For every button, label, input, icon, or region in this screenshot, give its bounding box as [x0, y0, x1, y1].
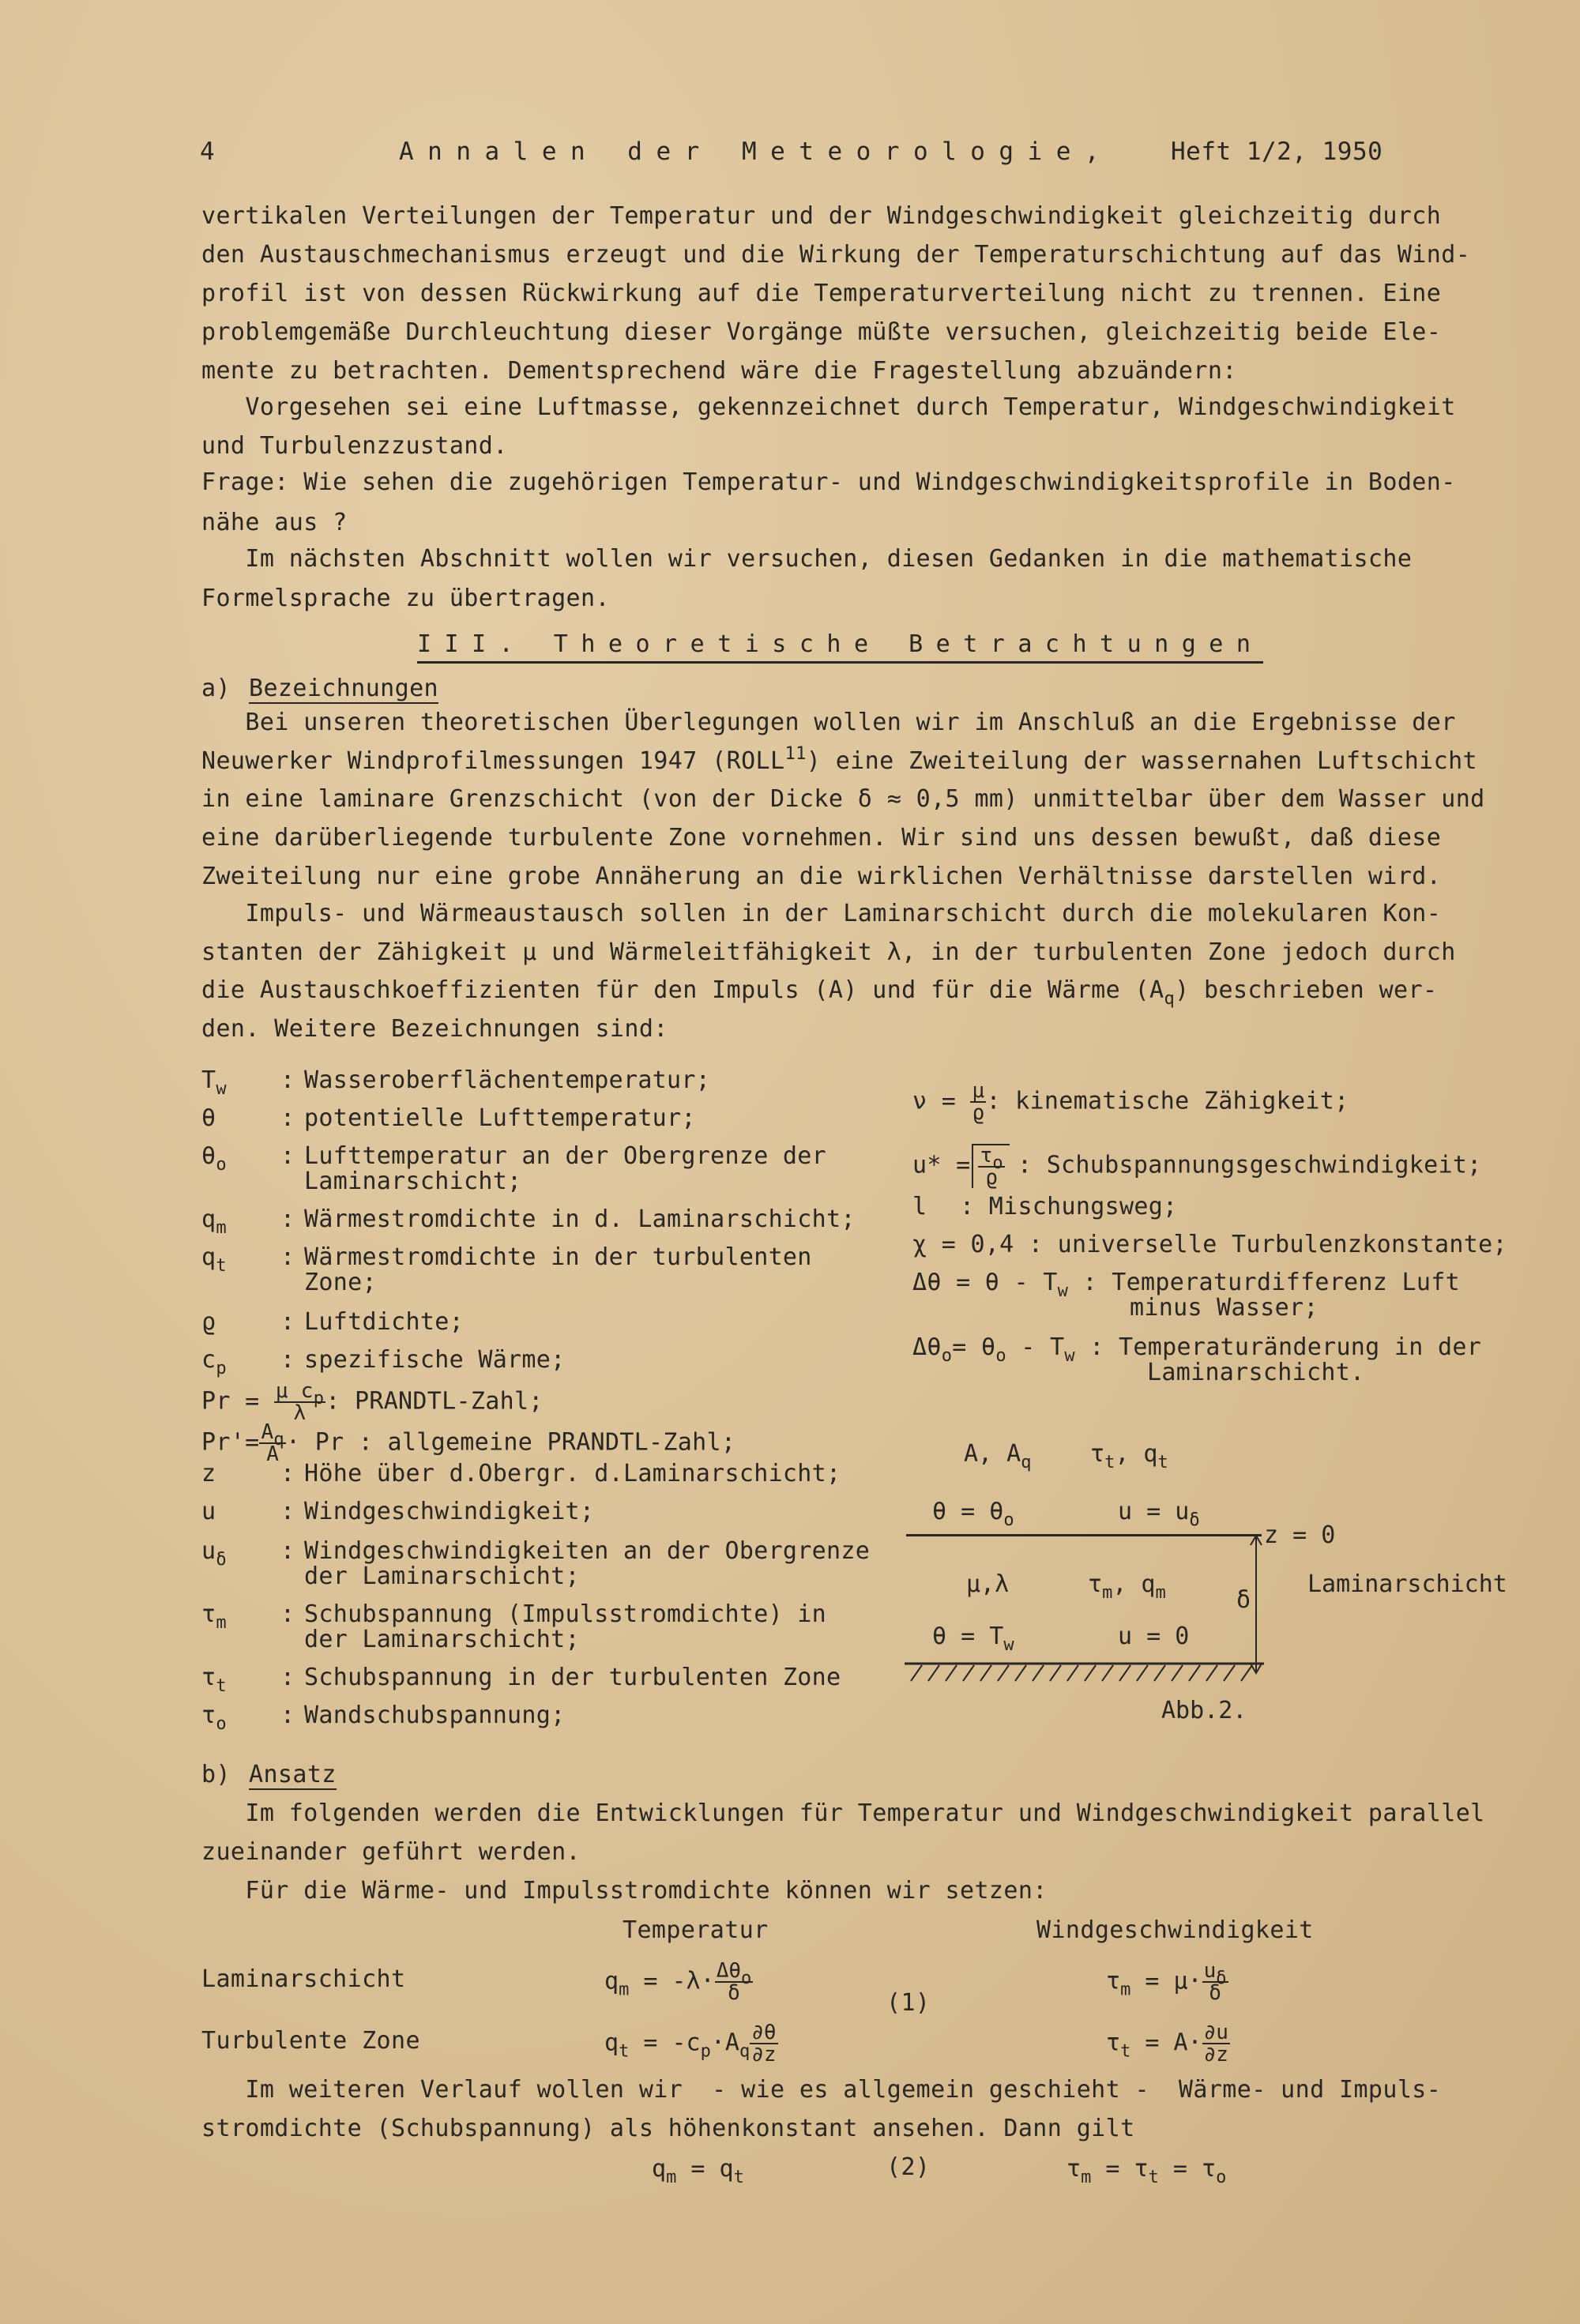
text-line: stromdichte (Schubspannung) als höhenkonstant ansehen. Dann gilt: [201, 2115, 1135, 2142]
footnote-ref: 11: [784, 744, 807, 764]
text-line: in eine laminare Grenzschicht (von der Dicke δ ≈ 0,5 mm) unmittelbar über dem Wasser und: [201, 785, 1485, 813]
text-line: Zweiteilung nur eine grobe Annäherung an die wirklichen Verhältnisse darstellen wird.: [201, 863, 1442, 890]
definition-item: $\tau_t$ : Schubspannung in der turbulenten Zone: [201, 1664, 841, 1696]
definition-item: z : Höhe über d.Obergr. d.Laminarschicht;: [201, 1460, 841, 1487]
text-line: nähe aus ?: [201, 509, 348, 536]
definition-item: der Laminarschicht;: [304, 1562, 580, 1590]
text-line: Im weiteren Verlauf wollen wir - wie es allgemein geschieht - Wärme- und Impuls-: [201, 2076, 1442, 2104]
equation-number: (2): [886, 2153, 931, 2181]
figure-label: z = 0: [1264, 1521, 1336, 1549]
text-fragment: Neuwerker Windprofilmessungen 1947 (ROLL: [201, 747, 785, 775]
definition-item: u* = $\frac{\tau_o}{ϱ}$ : Schubspannungsgeschwindigkeit;: [912, 1144, 1482, 1190]
column-header: Windgeschwindigkeit: [1036, 1916, 1314, 1944]
figure-label: δ: [1236, 1586, 1251, 1614]
text-fragment: ) beschrieben wer-: [1175, 976, 1438, 1004]
text-line: und Turbulenzzustand.: [201, 432, 508, 460]
text-line: stanten der Zähigkeit μ und Wärmeleitfähigkeit λ, in der turbulenten Zone jedoch durch: [201, 938, 1456, 966]
equation: $q_m = q_t$: [652, 2155, 744, 2187]
figure-label: Laminarschicht: [1307, 1570, 1507, 1598]
definition-item: minus Wasser;: [1130, 1294, 1319, 1322]
definition-item: Zone;: [304, 1269, 377, 1296]
definition-item: u : Windgeschwindigkeit;: [201, 1498, 595, 1525]
text-line: Frage: Wie sehen die zugehörigen Temperatur- und Windgeschwindigkeitsprofile in Boden-: [201, 468, 1456, 496]
definition-item: $q_t$ : Wärmestromdichte in der turbulenten: [201, 1243, 812, 1276]
page-number: 4: [200, 137, 216, 166]
text-line: die Austauschkoeffizienten für den Impuls (A) und für die Wärme $(A_q)$ beschrieben wer-: [201, 976, 1438, 1009]
figure-label: u = 0: [1118, 1623, 1190, 1650]
definition-item: $\tau_o$ : Wandschubspannung;: [201, 1702, 566, 1734]
subsection-label: a): [201, 675, 231, 702]
row-label: Turbulente Zone: [201, 2027, 420, 2055]
equation: $\tau_m = \tau_t = \tau_o$: [1066, 2155, 1227, 2187]
aq-fraction: $\frac{A_q}{A}$: [261, 1420, 284, 1466]
prandtl-fraction: $\frac{\mu c_p}{\lambda}$: [275, 1379, 325, 1425]
definition-item: Laminarschicht.: [1147, 1359, 1365, 1386]
definition-item: Pr = $\frac{\mu c_p}{\lambda}$ : PRANDTL-Zahl;: [201, 1379, 544, 1425]
text-line: [201, 744, 1477, 779]
figure-label: μ,λ: [966, 1570, 1010, 1598]
equation: $\tau_t = A\cdot$ $\frac{\partial u}{\partial z}$: [1106, 2021, 1228, 2066]
text-line: vertikalen Verteilungen der Temperatur und der Windgeschwindigkeit gleichzeitig durch: [201, 202, 1442, 230]
text-line: Vorgesehen sei eine Luftmasse, gekennzeichnet durch Temperatur, Windgeschwindigkeit: [201, 393, 1456, 421]
definition-item: $\tau_m$ : Schubspannung (Impulsstromdichte) in: [201, 1600, 827, 1633]
issue-label: Heft 1/2, 1950: [1171, 137, 1383, 166]
definition-item: θ : potentielle Lufttemperatur;: [201, 1104, 696, 1132]
equation: $\tau_m = \mu\cdot$ $\frac{u_\delta}{\delta}$: [1106, 1959, 1227, 2005]
section-title: III. Theoretische Betrachtungen: [417, 630, 1263, 664]
equation: $q_t = -c_p\cdot A_q$ $\frac{\partial\theta}{\partial z}$: [604, 2021, 777, 2066]
journal-title: Annalen der Meteorologie,: [399, 137, 1114, 166]
text-line: Für die Wärme- und Impulsstromdichte können wir setzen:: [201, 1877, 1048, 1905]
text-line: profil ist von dessen Rückwirkung auf die Temperaturverteilung nicht zu trennen. Eine: [201, 280, 1442, 307]
definition-item: $T_w$ : Wasseroberflächentemperatur;: [201, 1066, 711, 1099]
subsection-title: Ansatz: [249, 1761, 337, 1788]
definition-item: $\Delta\theta = \theta - T_w$ : Temperaturdifferenz Luft: [912, 1269, 1460, 1301]
text-line: Bei unseren theoretischen Überlegungen wollen wir im Anschluß an die Ergebnisse der: [201, 709, 1456, 736]
definition-item: $\theta_o$ : Lufttemperatur an der Obergrenze der: [201, 1142, 827, 1175]
wall-hatching: [905, 1660, 1268, 1684]
figure-label: $\theta = \theta_o$: [932, 1498, 1014, 1530]
equation-number: (1): [886, 1989, 931, 2017]
definition-item: ν = $\frac{\mu}{ϱ}$ : kinematische Zähigkeit;: [912, 1079, 1349, 1125]
definition-item: $u_\delta$ : Windgeschwindigkeiten an der Obergrenze: [201, 1537, 871, 1570]
figure-label: $\theta = T_w$: [932, 1623, 1014, 1655]
definition-item: l : Mischungsweg;: [912, 1193, 1178, 1220]
text-fragment: ) eine Zweiteilung der wassernahen Luftschicht: [806, 747, 1477, 775]
subsection-label: b): [201, 1761, 231, 1788]
text-line: mente zu betrachten. Dementsprechend wäre die Fragestellung abzuändern:: [201, 357, 1237, 385]
text-line: problemgemäße Durchleuchtung dieser Vorgänge müßte versuchen, gleichzeitig beide Ele-: [201, 318, 1442, 346]
text-line: zueinander geführt werden.: [201, 1838, 581, 1866]
row-label: Laminarschicht: [201, 1965, 406, 1993]
text-fragment: die Austauschkoeffizienten für den Impuls (A) und für die Wärme (A: [201, 976, 1164, 1004]
figure-label: $\tau_t$, $q_t$: [1090, 1440, 1168, 1472]
figure-label: A, $A_q$: [964, 1440, 1032, 1472]
definition-item: ϱ : Luftdichte;: [201, 1308, 464, 1336]
definition-item: $c_p$ : spezifische Wärme;: [201, 1346, 566, 1378]
figure-laminar-layer: [905, 1438, 1552, 1738]
definition-item: $\Delta\theta_o= \theta_o - T_w$ : Temperaturänderung in der: [912, 1333, 1482, 1366]
text-line: Impuls- und Wärmeaustausch sollen in der Laminarschicht durch die molekularen Kon-: [201, 900, 1442, 927]
boundary-line: [906, 1534, 1262, 1536]
subsection-title: Bezeichnungen: [249, 675, 438, 702]
figure-label: $u = u_\delta$: [1118, 1498, 1200, 1530]
definition-item: der Laminarschicht;: [304, 1626, 580, 1653]
text-line: den Austauschmechanismus erzeugt und die Wirkung der Temperaturschichtung auf das Wind-: [201, 241, 1471, 269]
figure-caption: Abb.2.: [1161, 1697, 1247, 1724]
text-line: Im folgenden werden die Entwicklungen für Temperatur und Windgeschwindigkeit parallel: [201, 1799, 1485, 1827]
text-line: den. Weitere Bezeichnungen sind:: [201, 1015, 668, 1043]
definition-item: $q_m$ : Wärmestromdichte in d. Laminarschicht;: [201, 1205, 856, 1238]
text-line: Formelsprache zu übertragen.: [201, 585, 610, 612]
definition-item: χ = 0,4 : universelle Turbulenzkonstante;: [912, 1231, 1507, 1258]
text-line: eine darüberliegende turbulente Zone vornehmen. Wir sind uns dessen bewußt, daß diese: [201, 824, 1442, 852]
definition-item: Laminarschicht;: [304, 1168, 522, 1195]
text-line: Im nächsten Abschnitt wollen wir versuchen, diesen Gedanken in die mathematische: [201, 545, 1413, 573]
equation: $q_m = -\lambda\cdot$ $\frac{\Delta\theta_o}{\delta}$: [604, 1959, 752, 2005]
column-header: Temperatur: [623, 1916, 769, 1944]
figure-label: $\tau_m$, $q_m$: [1088, 1570, 1166, 1603]
definition-item: Pr'= $\frac{A_q}{A}$ · Pr : allgemeine PRANDTL-Zahl;: [201, 1420, 736, 1466]
